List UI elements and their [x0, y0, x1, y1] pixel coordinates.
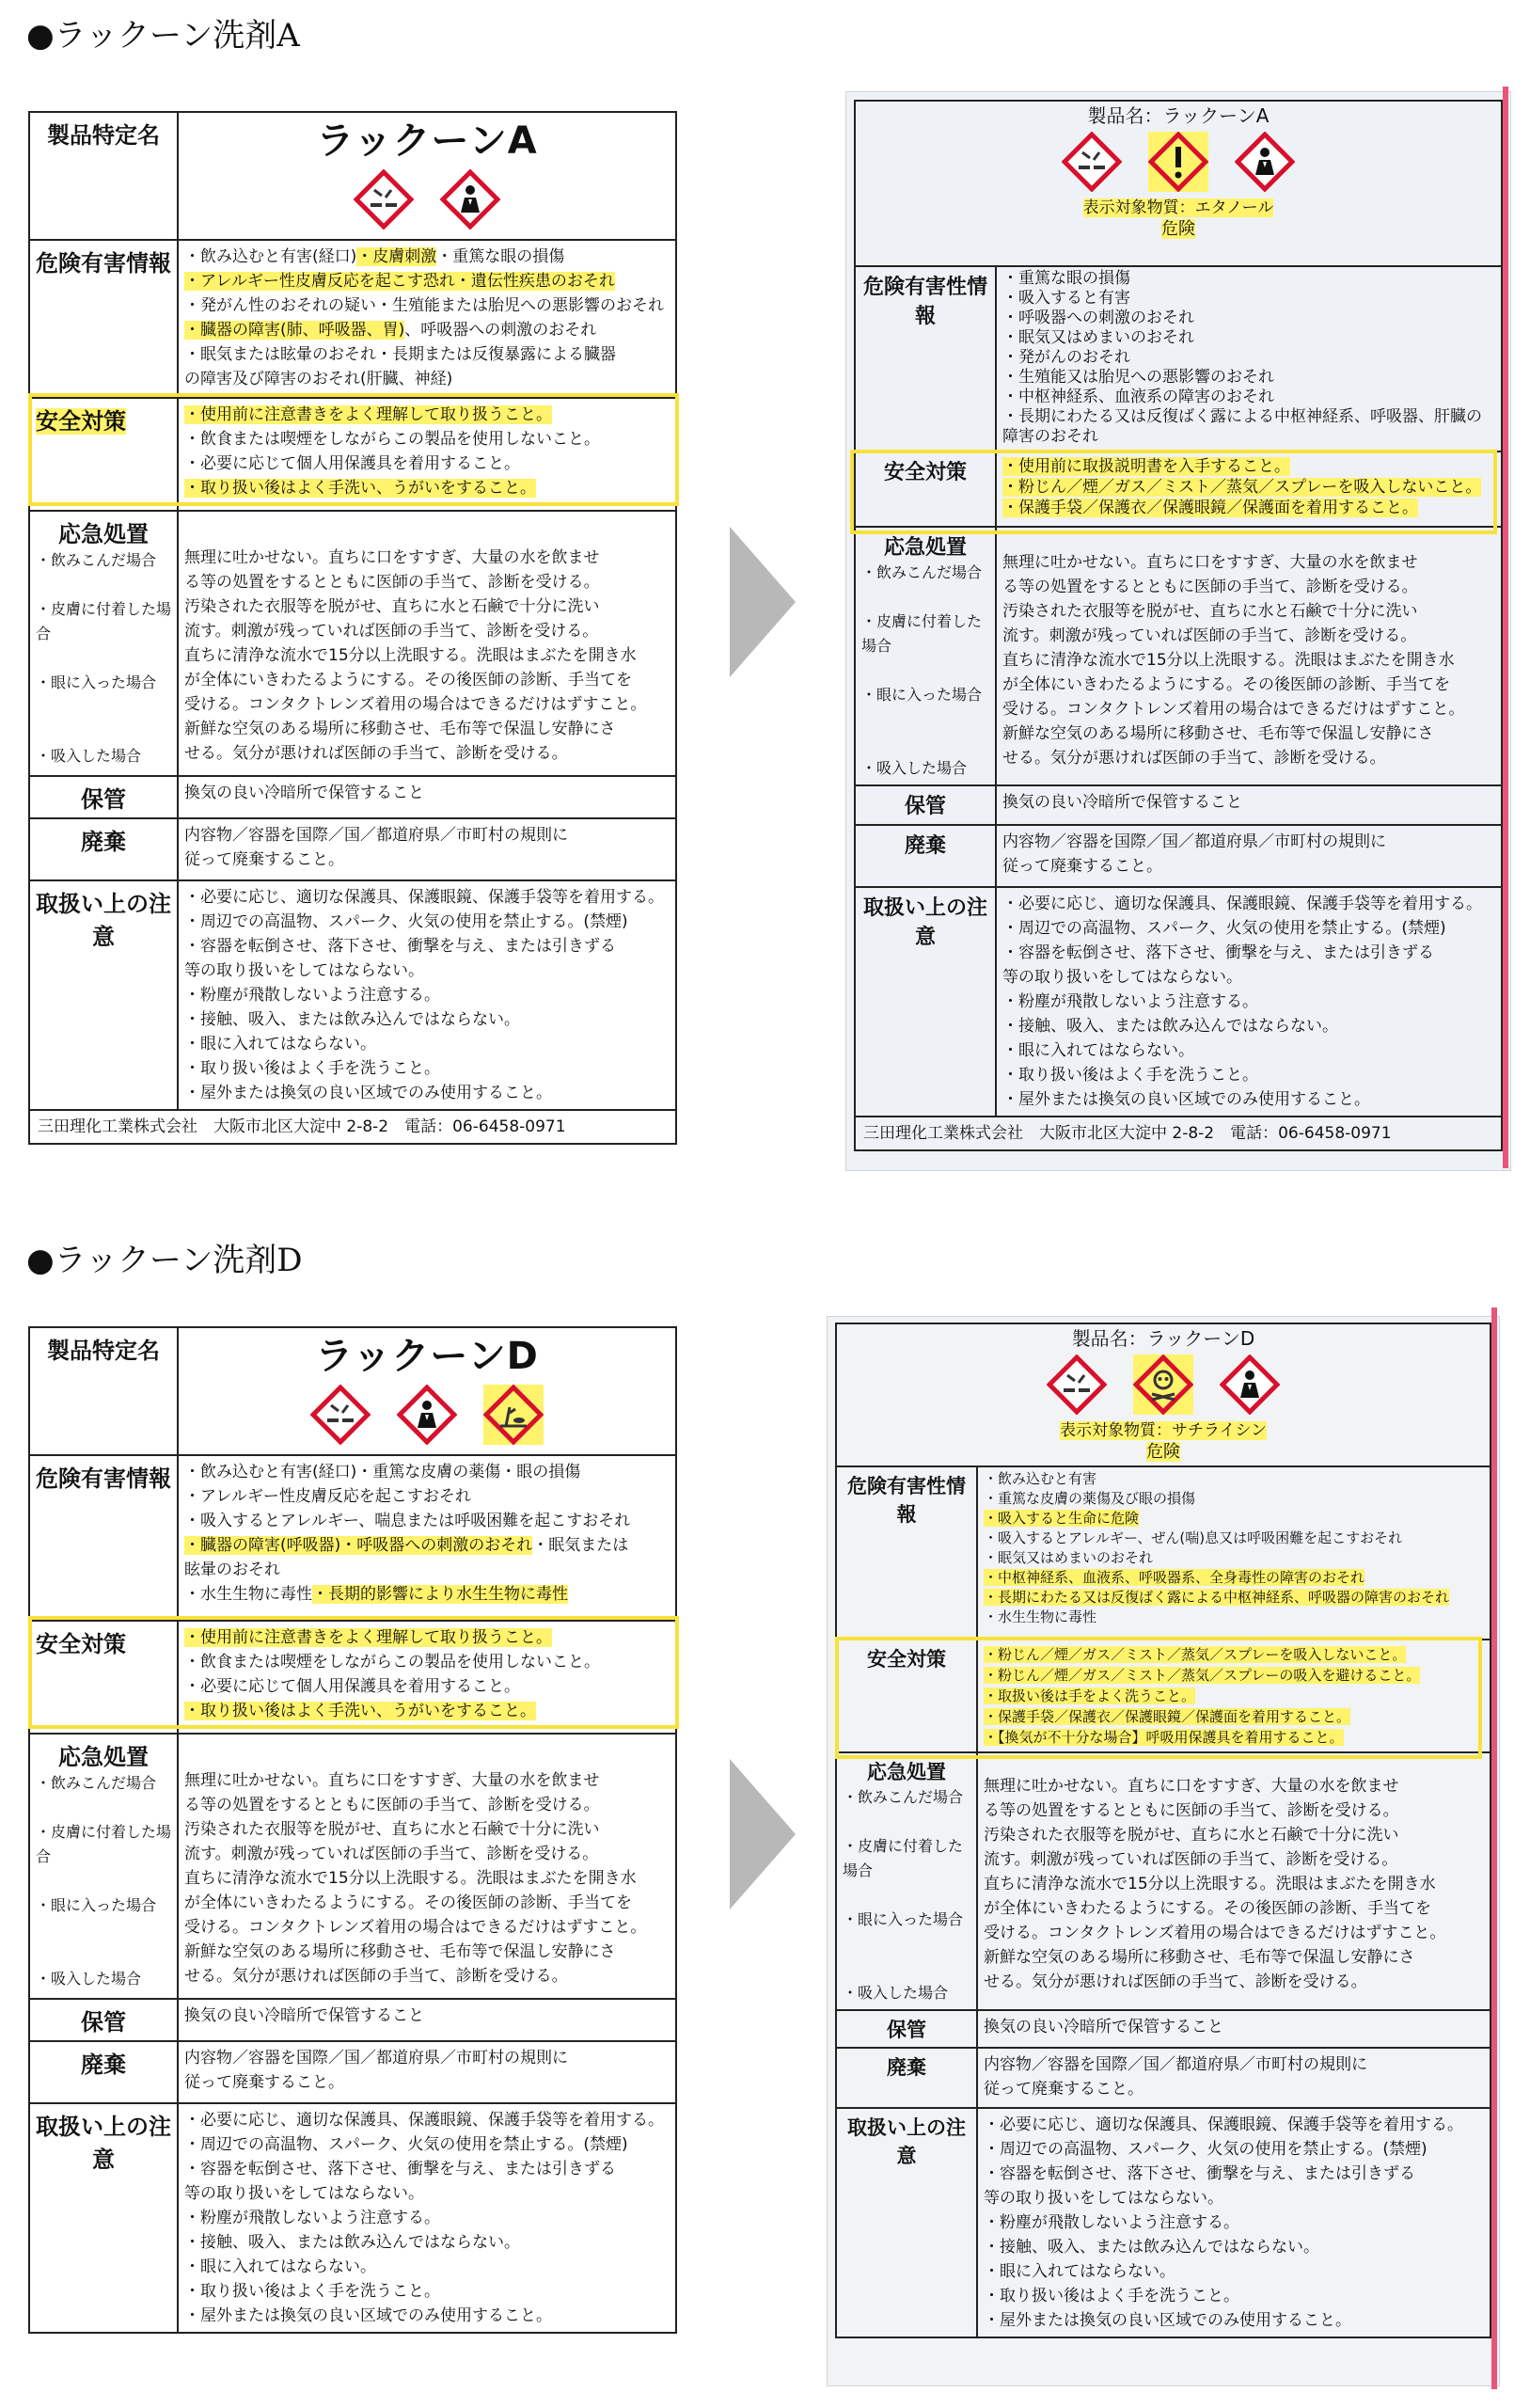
safety-header: 安全対策: [855, 452, 996, 527]
health-hazard-icon: [1220, 1354, 1280, 1415]
sub-skin: ・皮膚に付着した場合: [36, 600, 172, 642]
signal-word: 危険: [1161, 219, 1195, 239]
hazard-text: ・飲み込むと有害 ・重篤な皮膚の薬傷及び眼の損傷 ・吸入すると生命に危険 ・吸入するとアレルギー、ぜん(喘)息又は呼吸困難を起こすおそれ ・眠気又はめまいのおそれ ・中枢神経系、血液系、呼吸器系、全身毒性の障害のおそれ ・長期にわたる又は反復ばく露による中枢神経系、呼吸器の障害のおそれ ・水生生物に毒性: [977, 1466, 1491, 1640]
hazard-text: ・飲み込むと有害(経口)・重篤な皮膚の薬傷・眼の損傷 ・アレルギー性皮膚反応を起こすおそれ ・吸入するとアレルギー、喘息または呼吸困難を起こすおそれ ・臓器の障害(呼吸器)・呼吸器への刺激のおそれ・眠気または 眩暈のおそれ ・水生生物に毒性・長期的影響により水生生物に毒性: [178, 1455, 676, 1621]
corrosion-icon: [310, 1385, 371, 1445]
exclamation-icon: [1148, 132, 1208, 192]
first-aid-header: 応急処置 ・飲みこんだ場合 ・皮膚に付着した場合 ・眼に入った場合 ・吸入した場合: [29, 511, 178, 776]
storage-header: 保管: [836, 2010, 977, 2048]
disposal-text: 内容物／容器を国際／国／都道府県／市町村の規則に 従って廃棄すること。: [977, 2048, 1491, 2108]
environment-icon: [483, 1385, 544, 1445]
hazard-text: ・重篤な眼の損傷 ・吸入すると有害 ・呼吸器への刺激のおそれ ・眠気又はめまいのおそれ ・発がんのおそれ ・生殖能又は胎児への悪影響のおそれ ・中枢神経系、血液系の障害のおそれ ・長期にわたる又は反復ばく露による中枢神経系、呼吸器、肝臓の 障害のおそれ: [996, 266, 1502, 452]
handling-text: ・必要に応じ、適切な保護具、保護眼鏡、保護手袋等を着用する。 ・周辺での高温物、スパーク、火気の使用を禁止する。(禁煙) ・容器を転倒させ、落下させ、衝撃を与え、または引きずる 等の取り扱いをしてはならない。 ・粉塵が飛散しないよう注意する。 ・接触、吸入、または飲み込んではならない。 ・眼に入れてはならない。 ・取り扱い後はよく手を洗うこと。 ・屋外または換気の良い区域でのみ使用すること。: [996, 887, 1502, 1117]
first-aid-text: 無理に吐かせない。直ちに口をすすぎ、大量の水を飲ませ る等の処置をするとともに医師の手当て、診断を受ける。 汚染された衣服等を脱がせ、直ちに水と石鹸で十分に洗い 流す。刺激が残っていれば医師の手当て、診断を受ける。 直ちに清浄な流水で15分以上洗眼する。洗眼はまぶたを開き水 が全体にいきわたるようにする。その後医師の診断、手当てを 受ける。コンタクトレンズ着用の場合はできるだけはずすこと。 新鮮な空気のある場所に移動させ、毛布等で保温し安静にさ せる。気分が悪ければ医師の手当て、診断を受ける。: [996, 527, 1502, 785]
handling-header: 取扱い上の注意: [855, 887, 996, 1117]
safety-text: ・使用前に注意書きをよく理解して取り扱うこと。 ・飲食または喫煙をしながらこの製品を使用しないこと。 ・必要に応じて個人用保護具を着用すること。 ・取り扱い後はよく手洗い、うがいをすること。: [178, 1621, 676, 1734]
label-d-new: [828, 1317, 1499, 2385]
target-substance: 表示対象物質：サチライシン: [1059, 1421, 1268, 1440]
sub-swallowed: ・飲みこんだ場合: [36, 551, 157, 569]
target-substance: 表示対象物質：エタノール: [1082, 198, 1274, 217]
label-d-old: [28, 1326, 677, 2334]
disposal-header: 廃棄: [29, 818, 178, 880]
product-title: ラックーンA: [316, 119, 538, 163]
health-hazard-icon: [397, 1385, 457, 1445]
corrosion-icon: [1047, 1354, 1107, 1415]
company-footer: 三田理化工業株式会社 大阪市北区大淀中 2-8-2 電話：06-6458-0971: [28, 1111, 677, 1145]
storage-text: 換気の良い冷暗所で保管すること: [178, 1999, 676, 2041]
first-aid-header: 応急処置 ・飲みこんだ場合 ・皮膚に付着した場合 ・眼に入った場合 ・吸入した場合: [855, 527, 996, 785]
health-hazard-icon: [1235, 132, 1295, 192]
storage-text: 換気の良い冷暗所で保管すること: [996, 785, 1502, 825]
hazard-header: 危険有害情報: [29, 240, 178, 398]
signal-word: 危険: [1146, 1442, 1180, 1462]
storage-header: 保管: [855, 785, 996, 825]
hazard-header: 危険有害性情報: [836, 1466, 977, 1640]
sub-inhaled: ・吸入した場合: [36, 747, 142, 765]
hazard-header: 危険有害性情報: [855, 266, 996, 452]
heading-detergent-d: ●ラックーン洗剤D: [26, 1242, 303, 1279]
storage-text: 換気の良い冷暗所で保管すること: [178, 776, 676, 818]
handling-text: ・必要に応じ、適切な保護具、保護眼鏡、保護手袋等を着用する。 ・周辺での高温物、スパーク、火気の使用を禁止する。(禁煙) ・容器を転倒させ、落下させ、衝撃を与え、または引きずる 等の取り扱いをしてはならない。 ・粉塵が飛散しないよう注意する。 ・接触、吸入、または飲み込んではならない。 ・眼に入れてはならない。 ・取り扱い後はよく手を洗うこと。 ・屋外または換気の良い区域でのみ使用すること。: [178, 880, 676, 1110]
safety-text: ・使用前に取扱説明書を入手すること。 ・粉じん／煙／ガス／ミスト／蒸気／スプレーを吸入しないこと。 ・保護手袋／保護衣／保護眼鏡／保護面を着用すること。: [996, 452, 1502, 527]
handling-header: 取扱い上の注意: [29, 2103, 178, 2333]
disposal-header: 廃棄: [836, 2048, 977, 2108]
label-a-new: [846, 92, 1510, 1170]
product-label: 製品特定名: [29, 1327, 178, 1455]
company-footer: 三田理化工業株式会社 大阪市北区大淀中 2-8-2 電話：06-6458-0971: [854, 1117, 1503, 1151]
product-label: 製品特定名: [29, 112, 178, 240]
arrow-icon: [730, 1759, 796, 1909]
corrosion-icon: [354, 169, 414, 230]
health-hazard-icon: [440, 169, 500, 230]
handling-header: 取扱い上の注意: [29, 880, 178, 1110]
product-name: 製品名：ラックーンD: [1071, 1327, 1255, 1350]
disposal-text: 内容物／容器を国際／国／都道府県／市町村の規則に 従って廃棄すること。: [178, 2041, 676, 2103]
first-aid-text: 無理に吐かせない。直ちに口をすすぎ、大量の水を飲ませ る等の処置をするとともに医師の手当て、診断を受ける。 汚染された衣服等を脱がせ、直ちに水と石鹸で十分に洗い 流す。刺激が残っていれば医師の手当て、診断を受ける。 直ちに清浄な流水で15分以上洗眼する。洗眼はまぶたを開き水 が全体にいきわたるようにする。その後医師の診断、手当てを 受ける。コンタクトレンズ着用の場合はできるだけはずすこと。 新鮮な空気のある場所に移動させ、毛布等で保温し安静にさ せる。気分が悪ければ医師の手当て、診断を受ける。: [977, 1752, 1491, 2010]
product-name: 製品名：ラックーンA: [1087, 104, 1270, 127]
product-title: ラックーンD: [315, 1335, 539, 1378]
storage-header: 保管: [29, 1999, 178, 2041]
hazard-header: 危険有害情報: [29, 1455, 178, 1621]
sub-eyes: ・眼に入った場合: [36, 673, 157, 691]
storage-header: 保管: [29, 776, 178, 818]
disposal-header: 廃棄: [855, 825, 996, 887]
hazard-text: ・飲み込むと有害(経口)・皮膚刺激・重篤な眼の損傷 ・アレルギー性皮膚反応を起こす恐れ・遺伝性疾患のおそれ ・発がん性のおそれの疑い・生殖能または胎児への悪影響のおそれ ・臓器の障害(肺、呼吸器、胃)、呼吸器への刺激のおそれ ・眠気または眩暈のおそれ・長期または反復暴露による臓器 の障害及び障害のおそれ(肝臓、神経): [178, 240, 676, 398]
first-aid-header: 応急処置 ・飲みこんだ場合 ・皮膚に付着した場合 ・眼に入った場合 ・吸入した場合: [29, 1734, 178, 1999]
heading-detergent-a: ●ラックーン洗剤A: [26, 17, 300, 55]
storage-text: 換気の良い冷暗所で保管すること: [977, 2010, 1491, 2048]
label-a-old: [28, 111, 677, 1145]
safety-text: ・粉じん／煙／ガス／ミスト／蒸気／スプレーを吸入しないこと。 ・粉じん／煙／ガス／ミスト／蒸気／スプレーの吸入を避けること。 ・取扱い後は手をよく洗うこと。 ・保護手袋／保護衣／保護眼鏡／保護面を着用すること。 ・【換気が不十分な場合】呼吸用保護具を着用すること。: [977, 1640, 1491, 1752]
first-aid-text: 無理に吐かせない。直ちに口をすすぎ、大量の水を飲ませ る等の処置をするとともに医師の手当て、診断を受ける。 汚染された衣服等を脱がせ、直ちに水と石鹸で十分に洗い 流す。刺激が残っていれば医師の手当て、診断を受ける。 直ちに清浄な流水で15分以上洗眼する。洗眼はまぶたを開き水 が全体にいきわたるようにする。その後医師の診断、手当てを 受ける。コンタクトレンズ着用の場合はできるだけはずすこと。 新鮮な空気のある場所に移動させ、毛布等で保温し安静にさ せる。気分が悪ければ医師の手当て、診断を受ける。: [178, 511, 676, 776]
safety-header: 安全対策: [29, 1621, 178, 1734]
disposal-text: 内容物／容器を国際／国／都道府県／市町村の規則に 従って廃棄すること。: [178, 818, 676, 880]
first-aid-text: 無理に吐かせない。直ちに口をすすぎ、大量の水を飲ませ る等の処置をするとともに医師の手当て、診断を受ける。 汚染された衣服等を脱がせ、直ちに水と石鹸で十分に洗い 流す。刺激が残っていれば医師の手当て、診断を受ける。 直ちに清浄な流水で15分以上洗眼する。洗眼はまぶたを開き水 が全体にいきわたるようにする。その後医師の診断、手当てを 受ける。コンタクトレンズ着用の場合はできるだけはずすこと。 新鮮な空気のある場所に移動させ、毛布等で保温し安静にさ せる。気分が悪ければ医師の手当て、診断を受ける。: [178, 1734, 676, 1999]
disposal-text: 内容物／容器を国際／国／都道府県／市町村の規則に 従って廃棄すること。: [996, 825, 1502, 887]
corrosion-icon: [1062, 132, 1122, 192]
arrow-icon: [730, 527, 796, 677]
safety-header: 安全対策: [836, 1640, 977, 1752]
handling-text: ・必要に応じ、適切な保護具、保護眼鏡、保護手袋等を着用する。 ・周辺での高温物、スパーク、火気の使用を禁止する。(禁煙) ・容器を転倒させ、落下させ、衝撃を与え、または引きずる 等の取り扱いをしてはならない。 ・粉塵が飛散しないよう注意する。 ・接触、吸入、または飲み込んではならない。 ・眼に入れてはならない。 ・取り扱い後はよく手を洗うこと。 ・屋外または換気の良い区域でのみ使用すること。: [178, 2103, 676, 2333]
safety-text: ・使用前に注意書きをよく理解して取り扱うこと。 ・飲食または喫煙をしながらこの製品を使用しないこと。 ・必要に応じて個人用保護具を着用すること。 ・取り扱い後はよく手洗い、うがいをすること。: [178, 398, 676, 511]
skull-icon: [1133, 1354, 1193, 1415]
handling-text: ・必要に応じ、適切な保護具、保護眼鏡、保護手袋等を着用する。 ・周辺での高温物、スパーク、火気の使用を禁止する。(禁煙) ・容器を転倒させ、落下させ、衝撃を与え、または引きずる 等の取り扱いをしてはならない。 ・粉塵が飛散しないよう注意する。 ・接触、吸入、または飲み込んではならない。 ・眼に入れてはならない。 ・取り扱い後はよく手を洗うこと。 ・屋外または換気の良い区域でのみ使用すること。: [977, 2108, 1491, 2337]
handling-header: 取扱い上の注意: [836, 2108, 977, 2337]
disposal-header: 廃棄: [29, 2041, 178, 2103]
first-aid-header: 応急処置 ・飲みこんだ場合 ・皮膚に付着した場合 ・眼に入った場合 ・吸入した場合: [836, 1752, 977, 2010]
safety-header: 安全対策: [29, 398, 178, 511]
